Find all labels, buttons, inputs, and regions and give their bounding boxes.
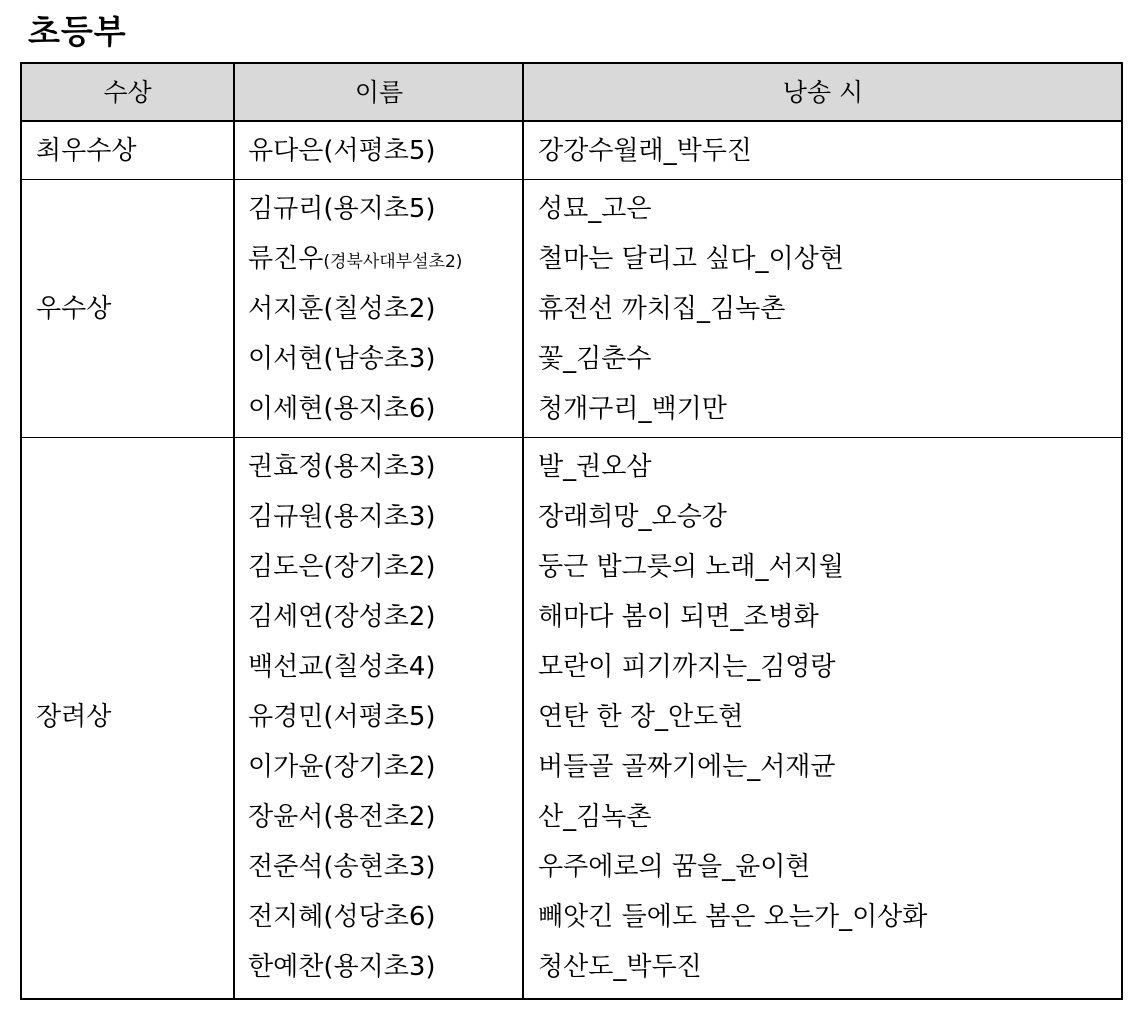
participant-name-text: 김세연 xyxy=(248,602,324,632)
participant-name xyxy=(248,234,462,287)
participant-name xyxy=(248,742,436,792)
poem-title: 빼앗긴 들에도 봄은 오는가_이상화 xyxy=(538,902,928,932)
participant-name xyxy=(248,334,436,384)
participant-school: (칠성초4) xyxy=(323,652,436,682)
participant-school: (용전초2) xyxy=(323,802,436,832)
participant-school: (용지초3) xyxy=(323,502,436,532)
header-award: 수상 xyxy=(103,78,152,107)
participant-name-text: 유경민 xyxy=(248,702,324,732)
group-divider xyxy=(22,179,1121,180)
participant-name xyxy=(248,126,436,176)
participant-name xyxy=(248,592,436,642)
poem-title: 산_김녹촌 xyxy=(538,802,652,832)
poem-title: 연탄 한 장_안도현 xyxy=(538,702,744,732)
award-label: 장려상 xyxy=(36,702,112,732)
participant-name-text: 장윤서 xyxy=(248,802,324,832)
participant-name-text: 전준석 xyxy=(248,852,324,882)
participant-name-text: 이서현 xyxy=(248,344,324,374)
participant-school: (칠성초2) xyxy=(323,294,436,324)
participant-name xyxy=(248,284,436,334)
participant-name xyxy=(248,442,436,492)
participant-name xyxy=(248,842,436,892)
header-poem: 낭송 시 xyxy=(782,78,864,107)
participant-name-text: 전지혜 xyxy=(248,902,324,932)
participant-name-text: 이가윤 xyxy=(248,752,324,782)
participant-school: (용지초6) xyxy=(323,394,436,424)
poem-title: 모란이 피기까지는_김영랑 xyxy=(538,652,836,682)
poem-title: 청개구리_백기만 xyxy=(538,394,727,424)
participant-name xyxy=(248,492,436,542)
page-title: 초등부 xyxy=(28,12,127,51)
table-header-row xyxy=(22,64,1121,122)
poem-title: 철마는 달리고 싶다_이상현 xyxy=(538,244,844,274)
poem-title: 휴전선 까치집_김녹촌 xyxy=(538,294,786,324)
award-label: 우수상 xyxy=(36,294,112,324)
poem-title: 발_권오삼 xyxy=(538,452,652,482)
participant-school: (서평초5) xyxy=(323,136,436,166)
poem-title: 청산도_박두진 xyxy=(538,952,702,982)
participant-name-text: 권효정 xyxy=(248,452,324,482)
group-divider xyxy=(22,437,1121,438)
participant-school: (송현초3) xyxy=(323,852,436,882)
poem-title: 둥근 밥그릇의 노래_서지월 xyxy=(538,552,844,582)
participant-name-text: 김규리 xyxy=(248,194,324,224)
participant-name-text: 류진우 xyxy=(248,244,324,274)
participant-name-text: 한예찬 xyxy=(248,952,324,982)
participant-school: (성당초6) xyxy=(323,902,436,932)
participant-name xyxy=(248,942,436,992)
poem-title: 장래희망_오승강 xyxy=(538,502,727,532)
participant-name-text: 이세현 xyxy=(248,394,324,424)
column-divider xyxy=(522,64,524,998)
participant-name-text: 서지훈 xyxy=(248,294,324,324)
participant-school: (용지초5) xyxy=(323,194,436,224)
participant-name xyxy=(248,892,436,942)
participant-school: (남송초3) xyxy=(323,344,436,374)
participant-school: (장기초2) xyxy=(323,552,436,582)
participant-school: (장성초2) xyxy=(323,602,436,632)
participant-school: (장기초2) xyxy=(323,752,436,782)
poem-title: 성묘_고은 xyxy=(538,194,652,224)
participant-name-text: 백선교 xyxy=(248,652,324,682)
participant-school: (용지초3) xyxy=(323,952,436,982)
participant-name xyxy=(248,384,436,434)
participant-name-text: 김도은 xyxy=(248,552,324,582)
awards-table xyxy=(20,62,1123,1000)
poem-title: 버들골 골짜기에는_서재균 xyxy=(538,752,836,782)
participant-school: (서평초5) xyxy=(323,702,436,732)
poem-title: 강강수월래_박두진 xyxy=(538,136,752,166)
award-label: 최우수상 xyxy=(36,136,137,166)
participant-name xyxy=(248,184,436,234)
header-name: 이름 xyxy=(354,78,404,107)
poem-title: 꽃_김춘수 xyxy=(538,344,652,374)
participant-name xyxy=(248,792,436,842)
participant-name xyxy=(248,542,436,592)
participant-name-text: 김규원 xyxy=(248,502,324,532)
participant-name xyxy=(248,642,436,692)
participant-name-text: 유다은 xyxy=(248,136,324,166)
column-divider xyxy=(233,64,235,998)
poem-title: 해마다 봄이 되면_조병화 xyxy=(538,602,819,632)
participant-school: (경북사대부설초2) xyxy=(323,252,463,272)
poem-title: 우주에로의 꿈을_윤이현 xyxy=(538,852,811,882)
participant-name xyxy=(248,692,436,742)
participant-school: (용지초3) xyxy=(323,452,436,482)
